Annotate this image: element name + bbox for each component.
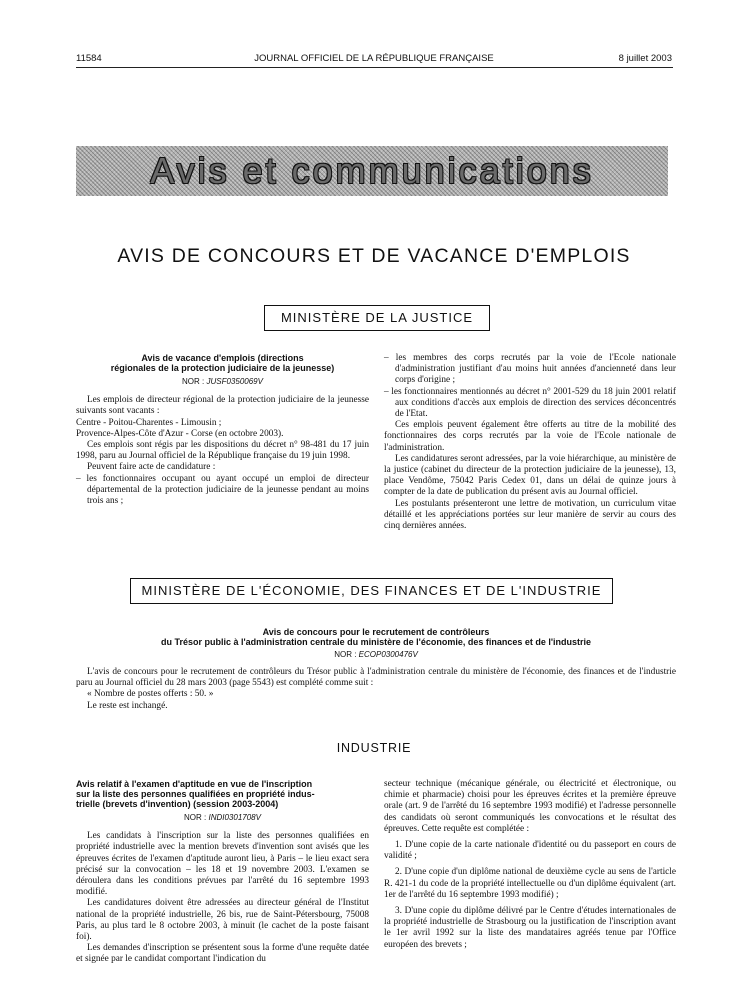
industrie-notice-title: Avis relatif à l'examen d'aptitude en vue de l'inscription sur la liste des personnes qualifiées en propriété indus- trielle (brevets d'invention) (session 2003-2004)	[76, 779, 315, 809]
dash-item: – les fonctionnaires occupant ou ayant occupé un emploi de directeur départemental de la protection judiciaire de la jeunesse pendant au moins trois ans ;	[76, 473, 369, 507]
issue-date: 8 juillet 2003	[618, 53, 672, 64]
paragraph: Les postulants présenteront une lettre de motivation, un curriculum vitae détaillé et les appréciations portées sur leur manière de servir au cours des cinq dernières années.	[384, 498, 676, 532]
paragraph: Les candidatures seront adressées, par la voie hiérarchique, au ministère de la justice (cabinet du directeur de la protection judiciaire de la jeunesse), 13, place Vendôme, 75042 Paris Cedex 01, dans un délai de quinze jours à compter de la date de publication du présent avis au Journal officiel.	[384, 453, 676, 498]
tresor-notice-title: Avis de concours pour le recrutement de contrôleurs du Trésor public à l'administration centrale du ministère de l'économie, des finances et de l'industrie	[160, 627, 592, 647]
paragraph: Peuvent faire acte de candidature :	[87, 462, 216, 473]
justice-nor: NOR : JUSF0350069V	[182, 377, 263, 386]
paragraph: Le reste est inchangé.	[87, 700, 168, 711]
banner-title: Avis et communications	[150, 150, 594, 191]
ministry-justice-box: MINISTÈRE DE LA JUSTICE	[264, 305, 490, 331]
industrie-column-right	[384, 779, 676, 956]
industrie-nor: NOR : INDI0301708V	[184, 813, 261, 822]
paragraph: Les candidatures doivent être adressées au directeur général de l'Institut national de la propriété industrielle, 26 bis, rue de Saint-Pétersbourg, 75008 Paris, au plus tard le 8 octobre 2003, à minuit (le cachet de la poste faisant foi).	[76, 898, 369, 943]
main-heading: AVIS DE CONCOURS ET DE VACANCE D'EMPLOIS	[117, 245, 631, 267]
section-banner	[76, 146, 668, 196]
ministry-economie-box: MINISTÈRE DE L'ÉCONOMIE, DES FINANCES ET DE L'INDUSTRIE	[130, 578, 613, 604]
paragraph: Les candidats à l'inscription sur la liste des personnes qualifiées en propriété industrielle avec la mention brevets d'invention sont avisés que les épreuves écrites de l'examen d'aptitude auront lieu, à Paris – le lieu exact sera précisé sur la convocation – les 18 et 19 novembre 2003. L'examen se déroulera dans les conditions prévues par l'arrêté du 16 septembre 1993 modifié.	[76, 831, 369, 898]
paragraph: Les demandes d'inscription se présentent sous la forme d'une requête datée et signée par le candidat comportant l'indication du	[76, 943, 369, 965]
paragraph: Ces emplois peuvent également être offerts au titre de la mobilité des fonctionnaires des corps recrutés par la voie de l'Ecole nationale de l'administration.	[384, 420, 676, 453]
justice-column-right	[384, 353, 676, 532]
paragraph: L'avis de concours pour le recrutement de contrôleurs du Trésor public à l'administration centrale du ministère de l'économie, des finances et de l'industrie paru au Journal officiel du 28 mars 2003 (page 5543) est complété comme suit :	[76, 667, 676, 689]
tresor-notice	[76, 627, 676, 712]
industrie-column-left	[76, 779, 369, 966]
list-item: 2. D'une copie d'un diplôme national de deuxième cycle au sens de l'article R. 421-1 du code de la propriété intellectuelle ou d'un diplôme équivalent (art. 1er de l'arrêté du 16 septembre 1993 modifié) ;	[384, 867, 676, 900]
paragraph: secteur technique (mécanique générale, ou électricité et électronique, ou chimie et pharmacie) choisi pour les épreuves écrites et la première épreuve orale (art. 9 de l'arrêté du 16 septembre 1993 modifié) et l'adresse personnelle des candidats où seront communiqués les convocations et le résultat des épreuves. Cette requête est complétée :	[384, 779, 676, 834]
paragraph: Ces emplois sont régis par les dispositions du décret n° 98-481 du 17 juin 1998, paru au Journal officiel de la République française du 19 juin 1998.	[76, 440, 369, 462]
page-number: 11584	[76, 53, 102, 64]
justice-notice-title: Avis de vacance d'emplois (directions régionales de la protection judiciaire de la jeunesse)	[110, 353, 335, 373]
dash-item: – les membres des corps recrutés par la voie de l'Ecole nationale d'administration justifiant d'au moins huit années d'ancienneté dans leur corps d'origine ;	[384, 353, 676, 386]
list-item: 1. D'une copie de la carte nationale d'identité ou du passeport en cours de validité ;	[384, 840, 676, 862]
header-rule	[76, 67, 673, 68]
list-item: 3. D'une copie du diplôme délivré par le Centre d'études internationales de la propriété industrielle de Strasbourg ou la justification de l'inscription avant le 1er avril 1992 sur la liste des mandataires agréés tenue par l'Office européen des brevets ;	[384, 906, 676, 950]
paragraph: « Nombre de postes offerts : 50. »	[87, 689, 214, 700]
list-item: Provence-Alpes-Côte d'Azur - Corse (en octobre 2003).	[76, 428, 284, 439]
paragraph: Les emplois de directeur régional de la protection judiciaire de la jeunesse suivants sont vacants :	[76, 395, 369, 417]
list-item: Centre - Poitou-Charentes - Limousin ;	[76, 417, 222, 428]
justice-column-left	[76, 353, 369, 507]
dash-item: – les fonctionnaires mentionnés au décret n° 2001-529 du 18 juin 2001 relatif aux conditions d'accès aux emplois de direction des services déconcentrés de l'Etat.	[384, 386, 676, 420]
tresor-nor: NOR : ECOP0300476V	[334, 650, 418, 659]
journal-title: JOURNAL OFFICIEL DE LA RÉPUBLIQUE FRANÇAISE	[254, 53, 494, 64]
industrie-heading: INDUSTRIE	[336, 741, 412, 755]
